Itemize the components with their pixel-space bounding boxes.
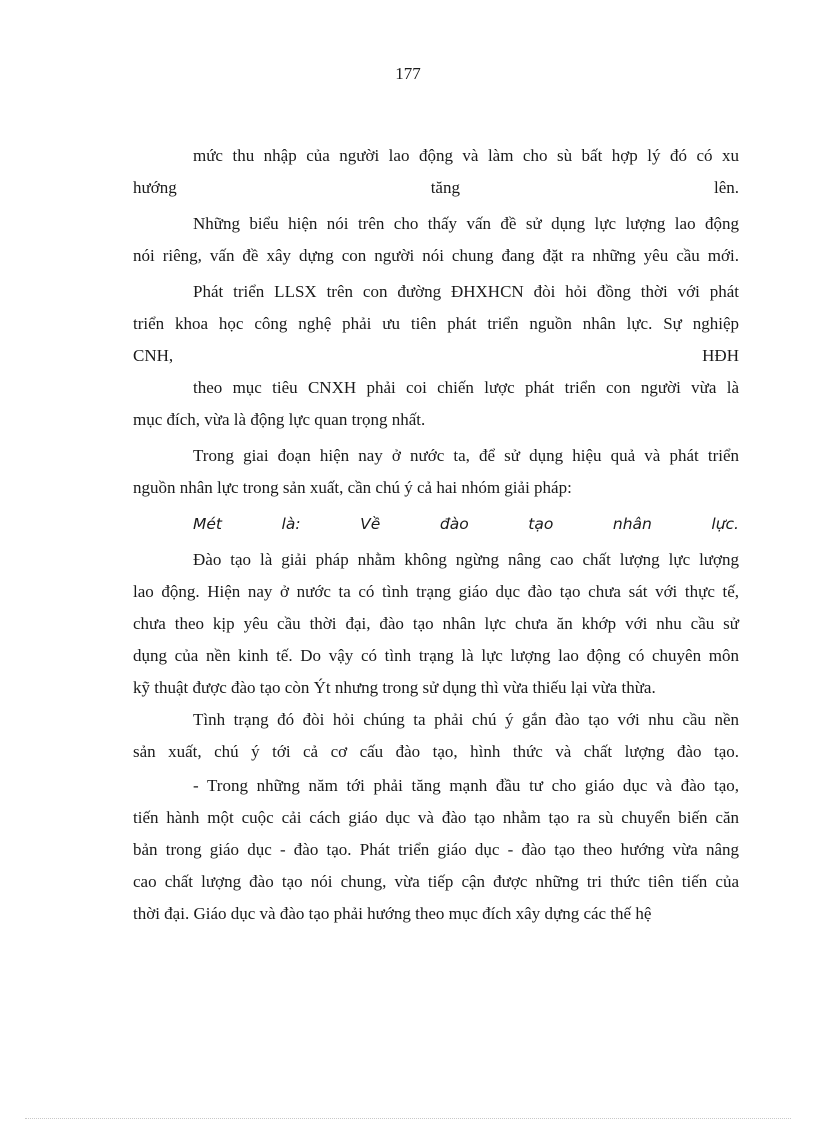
text-line: kỹ thuật được đào tạo còn Ýt nhưng trong sử dụng thì vừa thiếu lại vừa thừa. xyxy=(133,678,656,697)
text-line: - Trong những năm tới phải tăng mạnh đầu tư cho giáo dục và đào tạo, xyxy=(193,776,739,795)
text-fragment: HĐH xyxy=(702,346,739,365)
text-line xyxy=(133,172,739,204)
text-line: nguồn nhân lực trong sản xuất, cần chú ý cả hai nhóm giải pháp: xyxy=(133,478,572,497)
paragraph-3 xyxy=(133,276,739,372)
paragraph-8 xyxy=(133,704,739,768)
text-fragment: CNH, xyxy=(133,346,174,365)
paragraph-4 xyxy=(133,372,739,436)
text-line: nói riêng, vấn đề xây dựng con người nói chung đang đặt ra những yêu cầu mới. xyxy=(133,246,739,265)
text-line: lao động. Hiện nay ở nước ta có tình trạng giáo dục đào tạo chưa sát với thực tế, xyxy=(133,582,739,601)
text-line: dụng của nền kinh tế. Do vậy có tình trạng là lực lượng lao động có chuyên môn xyxy=(133,646,739,665)
text-word: hướng xyxy=(133,178,177,197)
page-number: 177 xyxy=(395,64,421,83)
paragraph-2 xyxy=(133,208,739,272)
text-line: bản trong giáo dục - đào tạo. Phát triển giáo dục - đào tạo theo hướng vừa nâng xyxy=(133,840,739,859)
text-line: cao chất lượng đào tạo nói chung, vừa tiếp cận được những tri thức tiên tiến của xyxy=(133,872,739,891)
text-line: chưa theo kịp yêu cầu thời đại, đào tạo nhân lực chưa ăn khớp với nhu cầu sử xyxy=(133,614,739,633)
text-line: theo mục tiêu CNXH phải coi chiến lược phát triển con người vừa là xyxy=(193,378,739,397)
paragraph-9 xyxy=(133,770,739,930)
text-line: tiến hành một cuộc cải cách giáo dục và đào tạo nhằm tạo ra sù chuyển biến căn xyxy=(133,808,739,827)
text-line: thời đại. Giáo dục và đào tạo phải hướng theo mục đích xây dựng các thế hệ xyxy=(133,904,652,923)
paragraph-1 xyxy=(133,140,739,204)
section-heading xyxy=(133,508,739,540)
text-line: Trong giai đoạn hiện nay ở nước ta, để sử dụng hiệu quả và phát triển xyxy=(193,446,739,465)
text-word: lên. xyxy=(713,178,739,197)
text-line: Phát triển LLSX trên con đường ĐHXHCN đòi hỏi đồng thời với phát xyxy=(193,282,739,301)
text-line: Tình trạng đó đòi hỏi chúng ta phải chú ý gắn đào tạo với nhu cầu nền xyxy=(193,710,739,729)
text-line: Những biểu hiện nói trên cho thấy vấn đề sử dụng lực lượng lao động xyxy=(193,214,739,233)
text-line xyxy=(133,340,739,372)
paragraph-5 xyxy=(133,440,739,504)
text-line: triển khoa học công nghệ phải ưu tiên phát triển nguồn nhân lực. Sự nghiệp xyxy=(133,314,739,333)
text-line: mục đích, vừa là động lực quan trọng nhất. xyxy=(133,410,426,429)
page-bottom-rule xyxy=(25,1118,791,1119)
text-word: tăng xyxy=(430,178,460,197)
paragraph-7 xyxy=(133,544,739,704)
text-line: sản xuất, chú ý tới cả cơ cấu đào tạo, hình thức và chất lượng đào tạo. xyxy=(133,742,739,761)
heading-text: Mét là: Về đào tạo nhân lực. xyxy=(193,515,739,533)
text-line: Đào tạo là giải pháp nhằm không ngừng nâng cao chất lượng lực lượng xyxy=(193,550,739,569)
text-line: mức thu nhập của người lao động và làm cho sù bất hợp lý đó có xu xyxy=(193,146,739,165)
